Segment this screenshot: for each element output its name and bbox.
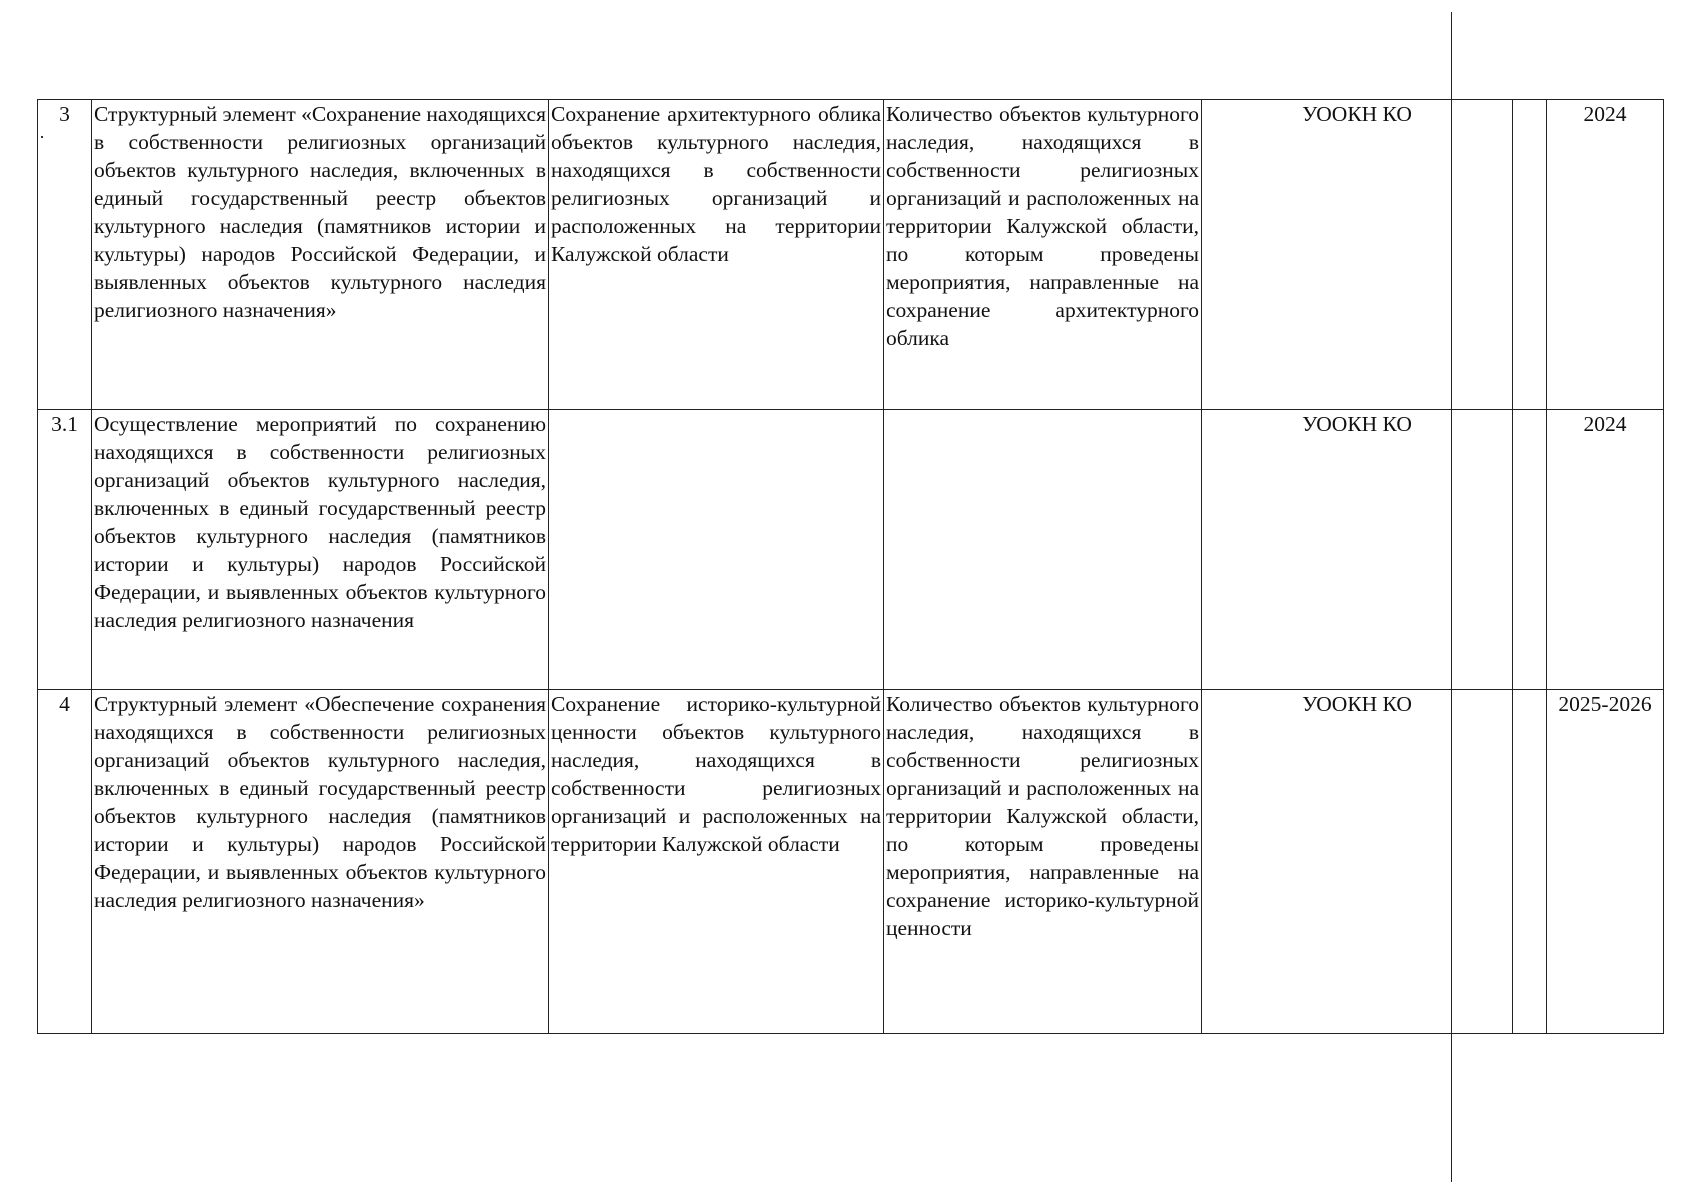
structural-element-cell: Структурный элемент «Обеспечение сохранения находящихся в собственности религиозных организаций объектов культурного наследия, включенных в единый государственный реестр объектов культурного наследия (памятников истории и культуры) народов Российской Федерации, и выявленных объектов культурного наследия религиозного назначения» bbox=[92, 690, 549, 1034]
task-cell: Сохранение историко-культурной ценности объектов культурного наследия, находящихся в собственности религиозных организаций и расположенных на территории Калужской области bbox=[549, 690, 884, 1034]
indicator-cell bbox=[884, 410, 1202, 690]
table-row bbox=[38, 100, 1664, 410]
period-cell: 2025-2026 bbox=[1547, 690, 1664, 1034]
empty-cell bbox=[1513, 410, 1547, 690]
program-structure-table bbox=[37, 99, 1664, 1034]
task-cell bbox=[549, 410, 884, 690]
structural-element-cell: Осуществление мероприятий по сохранению находящихся в собственности религиозных организаций объектов культурного наследия, включенных в единый государственный реестр объектов культурного наследия (памятников истории и культуры) народов Российской Федерации, и выявленных объектов культурного наследия религиозного назначения bbox=[92, 410, 549, 690]
table-row bbox=[38, 690, 1664, 1034]
responsible-cell: УООКН КО bbox=[1202, 100, 1513, 410]
row-number: 4 bbox=[38, 690, 92, 1034]
responsible-cell: УООКН КО bbox=[1202, 410, 1513, 690]
empty-cell bbox=[1513, 690, 1547, 1034]
indicator-cell: Количество объектов культурного наследия, находящихся в собственности религиозных организаций и расположенных на территории Калужской области, по которым проведены мероприятия, направленные на сохранение архитектурного облика bbox=[884, 100, 1202, 410]
table-row bbox=[38, 410, 1664, 690]
row-number: 3.1 bbox=[38, 410, 92, 690]
indicator-cell: Количество объектов культурного наследия, находящихся в собственности религиозных организаций и расположенных на территории Калужской области, по которым проведены мероприятия, направленные на сохранение историко-культурной ценности bbox=[884, 690, 1202, 1034]
empty-cell bbox=[1513, 100, 1547, 410]
period-cell: 2024 bbox=[1547, 410, 1664, 690]
structural-element-cell: Структурный элемент «Сохранение находящихся в собственности религиозных организаций объектов культурного наследия, включенных в единый государственный реестр объектов культурного наследия (памятников истории и культуры) народов Российской Федерации, и выявленных объектов культурного наследия религиозного назначения» bbox=[92, 100, 549, 410]
row-number: 3 bbox=[38, 100, 92, 410]
period-cell: 2024 bbox=[1547, 100, 1664, 410]
task-cell: Сохранение архитектурного облика объектов культурного наследия, находящихся в собственности религиозных организаций и расположенных на территории Калужской области bbox=[549, 100, 884, 410]
responsible-cell: УООКН КО bbox=[1202, 690, 1513, 1034]
